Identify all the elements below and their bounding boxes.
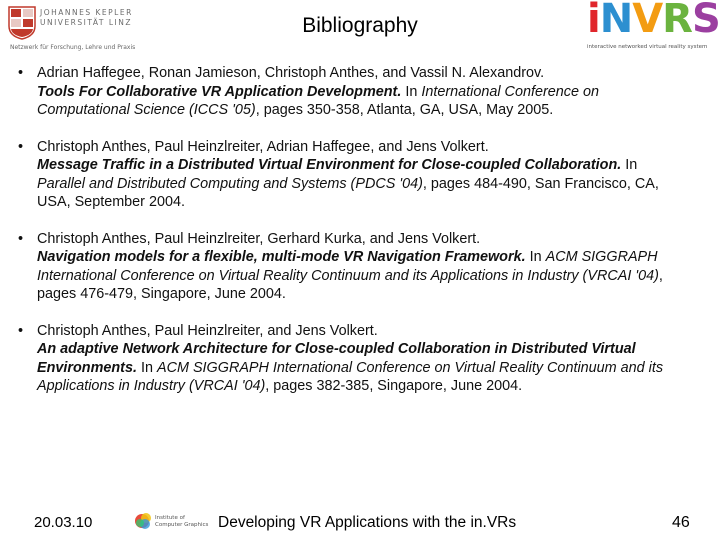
bullet-icon: • <box>18 138 24 155</box>
ref-venue: Parallel and Distributed Computing and Systems (PDCS '04) <box>37 175 423 192</box>
ref-authors: Christoph Anthes, Paul Heinzlreiter, Gerhard Kurka, and Jens Volkert. <box>37 230 481 247</box>
ref-title: An adaptive Network Architecture for Close-coupled Collaboration in Distributed Virtual Environments. <box>37 341 636 376</box>
svg-text:Institute of: Institute of <box>155 515 185 521</box>
footer-date: 20.03.10 <box>34 514 93 531</box>
ref-in: In <box>140 359 153 376</box>
bullet-icon: • <box>18 322 24 339</box>
slide-header <box>0 0 720 58</box>
ref-details: , pages 382-385, Singapore, June 2004. <box>265 378 523 394</box>
list-item <box>18 322 678 396</box>
ref-in: In <box>405 83 418 100</box>
ref-in: In <box>529 249 542 265</box>
ref-details: , pages 476-479, Singapore, June 2004. <box>37 267 663 302</box>
jku-name-line2: UNIVERSITÄT LINZ <box>40 18 133 27</box>
ref-in: In <box>625 157 638 173</box>
ref-venue: ACM SIGGRAPH International Conference on Virtual Reality Continuum and its Applications in Industry (VRCAI '04) <box>37 359 664 394</box>
invrs-wordmark: iNVRS <box>587 0 720 42</box>
jku-name-line1: JOHANNES KEPLER <box>40 8 133 17</box>
list-item <box>18 138 678 212</box>
ref-details: , pages 350-358, Atlanta, GA, USA, May 2005. <box>255 102 554 118</box>
ref-authors: Christoph Anthes, Paul Heinzlreiter, Adrian Haffegee, and Jens Volkert. <box>37 138 489 155</box>
ref-venue: ACM SIGGRAPH International Conference on Virtual Reality Continuum and its Applications in Industry (VRCAI '04) <box>37 249 659 284</box>
ref-title: Tools For Collaborative VR Application Development. <box>37 83 402 100</box>
invrs-logo <box>583 0 720 52</box>
icg-logo-icon <box>133 509 213 533</box>
list-item <box>18 64 678 120</box>
bullet-icon: • <box>18 230 24 247</box>
bullet-icon: • <box>18 65 24 81</box>
footer-title: Developing VR Applications with the in.VRs <box>218 514 517 531</box>
ref-title: Navigation models for a flexible, multi-mode VR Navigation Framework. <box>37 249 526 265</box>
list-item <box>18 230 678 304</box>
slide-title: Bibliography <box>302 14 418 37</box>
bibliography-list <box>18 64 678 414</box>
ref-venue: International Conference on Computational Science (ICCS '05) <box>37 83 599 118</box>
ref-authors: Christoph Anthes, Paul Heinzlreiter, and Jens Volkert. <box>37 322 378 339</box>
page-number: 46 <box>672 514 690 531</box>
ref-details: , pages 484-490, San Francisco, CA, USA, September 2004. <box>37 175 659 210</box>
ref-authors: Adrian Haffegee, Ronan Jamieson, Christoph Anthes, and Vassil N. Alexandrov. <box>37 65 545 81</box>
slide-footer <box>0 508 720 540</box>
svg-text:Computer Graphics: Computer Graphics <box>155 522 209 528</box>
jku-subtitle: Netzwerk für Forschung, Lehre und Praxis <box>10 44 136 51</box>
ref-title: Message Traffic in a Distributed Virtual Environment for Close-coupled Collaboration. <box>37 157 622 173</box>
invrs-tagline: interactive networked virtual reality system <box>587 44 708 50</box>
